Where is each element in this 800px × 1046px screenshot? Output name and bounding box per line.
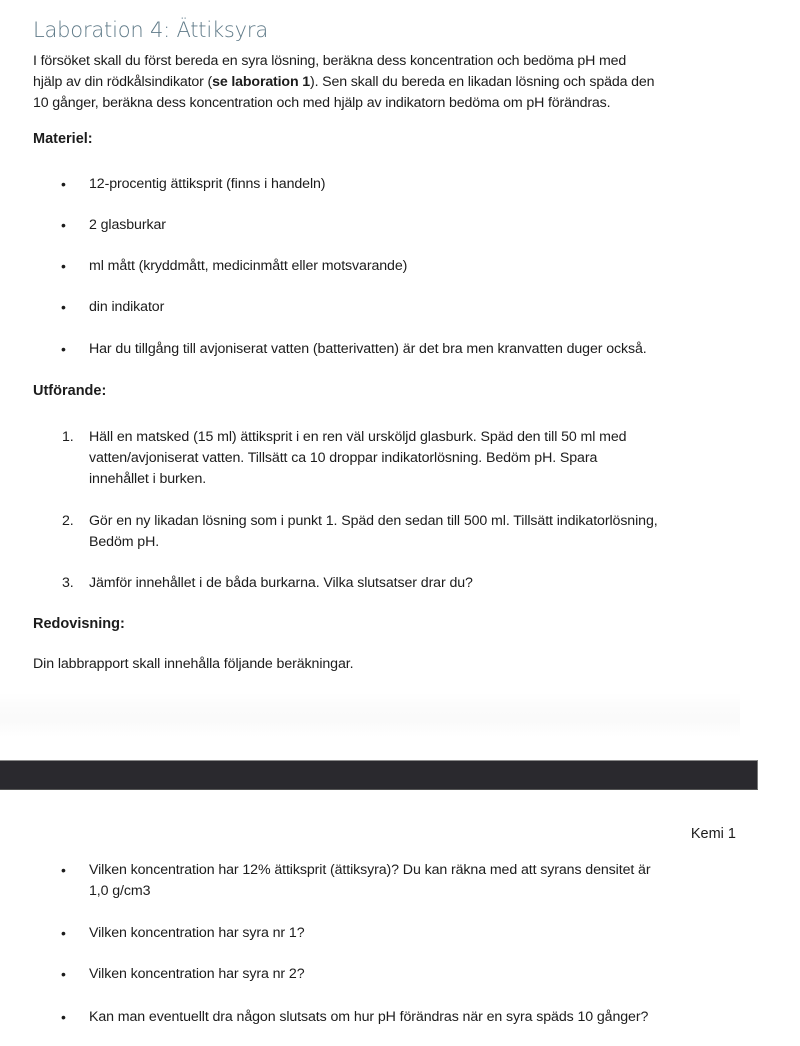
bullet-icon: • (61, 299, 66, 315)
materiel-item-text: din indikator (89, 299, 165, 315)
intro-line-3: 10 gånger, beräkna dess koncentration och med hjälp av indikatorn bedöma om pH förändras. (33, 95, 611, 111)
bullet-icon: • (61, 966, 66, 982)
question-text-line: Vilken koncentration har syra nr 2? (89, 966, 305, 982)
step-text-line: vatten/avjoniserat vatten. Tillsätt ca 10 droppar indikatorlösning. Bedöm pH. Spara (89, 450, 598, 466)
intro-paragraph (33, 51, 773, 114)
redovisning-heading: Redovisning: (33, 616, 125, 632)
question-text (89, 1007, 749, 1028)
document-title: Laboration 4: Ättiksyra (33, 18, 268, 42)
step-number: 1. (62, 429, 74, 445)
bullet-icon: • (61, 176, 66, 192)
step-text-line: innehållet i burken. (89, 471, 207, 487)
step-text (89, 511, 749, 553)
materiel-item-text: Har du tillgång till avjoniserat vatten (batterivatten) är det bra men kranvatten duger också. (89, 341, 647, 357)
step-text-line: Häll en matsked (15 ml) ättiksprit i en ren väl ursköljd glasburk. Späd den till 50 ml med (89, 429, 627, 445)
intro-line-2 (33, 72, 773, 93)
question-text (89, 923, 749, 944)
faint-smudge-band (0, 693, 740, 737)
bullet-icon: • (61, 341, 66, 357)
question-text-line: Kan man eventuellt dra någon slutsats om hur pH förändras när en syra späds 10 gånger? (89, 1009, 649, 1025)
question-text-line: Vilken koncentration har syra nr 1? (89, 925, 305, 941)
page-header-course: Kemi 1 (690, 826, 736, 842)
page-break-bar (0, 760, 758, 790)
question-text (89, 860, 749, 902)
intro-line-1: I försöket skall du först bereda en syra lösning, beräkna dess koncentration och bedöma pH med (33, 53, 627, 69)
question-text-line: Vilken koncentration har 12% ättiksprit (ättiksyra)? Du kan räkna med att syrans densitet är (89, 862, 651, 878)
utforande-heading: Utförande: (33, 383, 107, 399)
materiel-item-text: 12-procentig ättiksprit (finns i handeln) (89, 176, 326, 192)
step-text-line: Jämför innehållet i de båda burkarna. Vilka slutsatser drar du? (89, 575, 473, 591)
question-text (89, 964, 749, 985)
step-text (89, 573, 749, 594)
step-number: 2. (62, 513, 74, 529)
bullet-icon: • (61, 925, 66, 941)
intro-reference-bold: se laboration 1 (212, 74, 310, 90)
bullet-icon: • (61, 217, 66, 233)
bullet-icon: • (61, 862, 66, 878)
bullet-icon: • (61, 1009, 66, 1025)
step-text-line: Gör en ny likadan lösning som i punkt 1. Späd den sedan till 500 ml. Tillsätt indikatorlösning, (89, 513, 658, 529)
step-text (89, 427, 749, 490)
question-text-line: 1,0 g/cm3 (89, 883, 151, 899)
step-text-line: Bedöm pH. (89, 534, 160, 550)
intro-line-2-end: ). Sen skall du bereda en likadan lösning och späda den (310, 74, 655, 90)
materiel-item-text: ml mått (kryddmått, medicinmått eller motsvarande) (89, 258, 408, 274)
materiel-item-text: 2 glasburkar (89, 217, 166, 233)
intro-line-2-start: hjälp av din rödkålsindikator ( (33, 74, 213, 90)
step-number: 3. (62, 575, 74, 591)
materiel-heading: Materiel: (33, 131, 93, 147)
redovisning-text: Din labbrapport skall innehålla följande beräkningar. (33, 656, 354, 672)
bullet-icon: • (61, 258, 66, 274)
